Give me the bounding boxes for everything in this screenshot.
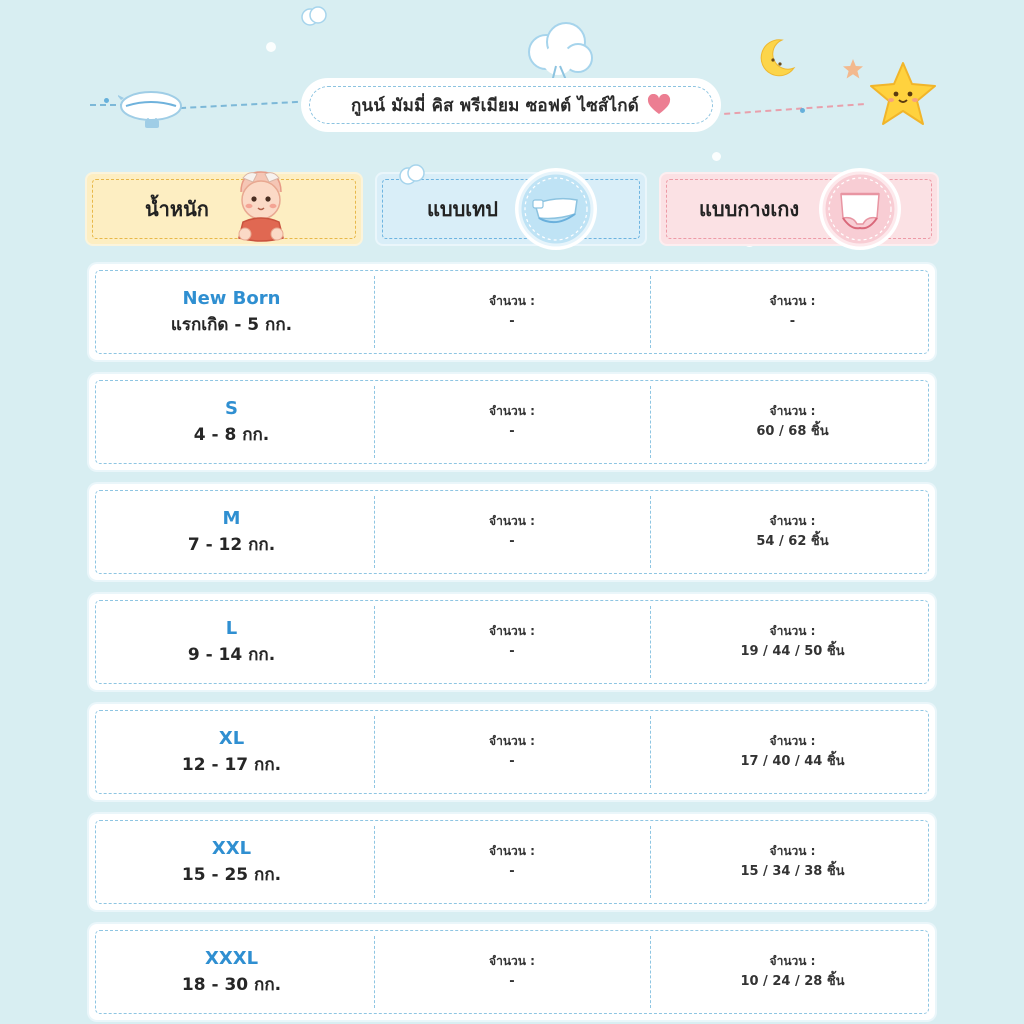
pants-qty-value: 15 / 34 / 38 ชิ้น [740,864,845,879]
size-cell [89,924,374,1020]
qty-label: จำนวน : [489,734,535,748]
pants-qty-cell [650,594,935,690]
size-cell [89,374,374,470]
crescent-moon-icon [760,38,796,78]
qty-label: จำนวน : [769,624,816,638]
cotton-cloud-icon [397,162,427,188]
table-row [89,264,935,360]
size-weight: 7 - 12 กก. [187,535,276,555]
qty-label: จำนวน : [489,624,535,638]
decorative-dot [712,152,721,161]
size-weight: 12 - 17 กก. [181,755,282,775]
header-pants [661,174,937,244]
cotton-cloud-icon [522,20,598,86]
size-cell [89,594,374,690]
baby-icon [233,168,289,246]
qty-label: จำนวน : [769,514,816,528]
qty-label: จำนวน : [769,844,816,858]
table-row [89,594,935,690]
qty-label: จำนวน : [489,514,535,528]
decorative-dot [800,108,805,113]
table-row [89,704,935,800]
tape-qty-cell [374,814,650,910]
tape-qty-cell [374,924,650,1020]
tape-qty-value: - [509,314,515,329]
decorative-dash-left [180,101,298,109]
pants-qty-cell [650,264,935,360]
pants-qty-cell [650,374,935,470]
tape-qty-cell [374,484,650,580]
size-name: M [222,508,241,529]
size-weight: แรกเกิด - 5 กก. [170,315,293,335]
qty-label: จำนวน : [769,294,816,308]
qty-label: จำนวน : [489,404,535,418]
tape-qty-value: - [509,534,515,549]
size-weight: 4 - 8 กก. [193,425,270,445]
decorative-dot [266,42,276,52]
pants-qty-value: 54 / 62 ชิ้น [756,534,829,549]
tape-qty-value: - [509,974,515,989]
tape-qty-value: - [509,754,515,769]
size-weight: 15 - 25 กก. [181,865,282,885]
smiling-star-icon [868,60,938,130]
size-weight: 18 - 30 กก. [181,975,282,995]
page-title: กูนน์ มัมมี่ คิส พรีเมียม ซอฟต์ ไซส์ไกด์ [351,95,639,116]
size-name: XXXL [204,948,259,969]
pants-qty-cell [650,484,935,580]
pants-qty-cell [650,814,935,910]
size-cell [89,484,374,580]
size-weight: 9 - 14 กก. [187,645,276,665]
title-banner [305,82,717,128]
heart-icon [647,94,671,116]
tape-diaper-badge [515,168,597,250]
tape-qty-cell [374,704,650,800]
size-name: New Born [182,288,281,309]
pants-diaper-badge [819,168,901,250]
header-weight-label: น้ำหนัก [145,197,209,221]
table-row [89,484,935,580]
qty-label: จำนวน : [769,954,816,968]
tape-qty-value: - [509,864,515,879]
tape-qty-cell [374,594,650,690]
table-row [89,374,935,470]
header-weight [87,174,361,244]
qty-label: จำนวน : [769,404,816,418]
size-name: XXL [211,838,252,859]
qty-label: จำนวน : [769,734,816,748]
size-name: XL [218,728,245,749]
qty-label: จำนวน : [489,844,535,858]
tape-diaper-icon [517,170,595,248]
size-name: L [225,618,238,639]
small-star-icon [842,58,864,80]
pants-qty-value: 17 / 40 / 44 ชิ้น [740,754,845,769]
pants-qty-value: 10 / 24 / 28 ชิ้น [740,974,845,989]
header-pants-label: แบบกางเกง [699,197,800,221]
cotton-cloud-icon [300,4,328,30]
qty-label: จำนวน : [489,294,535,308]
pants-qty-value: - [789,314,796,329]
pants-qty-cell [650,704,935,800]
table-row [89,814,935,910]
tape-qty-cell [374,374,650,470]
size-cell [89,814,374,910]
tape-qty-cell [374,264,650,360]
decorative-dot [104,98,109,103]
header-tape-label: แบบเทป [427,197,498,221]
pants-qty-value: 60 / 68 ชิ้น [756,424,829,439]
tape-qty-value: - [509,644,515,659]
header-tape [377,174,645,244]
decorative-dash-right [724,103,864,115]
size-name: S [225,398,238,419]
pants-qty-value: 19 / 44 / 50 ชิ้น [740,644,845,659]
size-cell [89,704,374,800]
airship-icon [118,88,184,134]
pants-qty-cell [650,924,935,1020]
table-row [89,924,935,1020]
pants-diaper-icon [821,170,899,248]
tape-qty-value: - [509,424,515,439]
qty-label: จำนวน : [489,954,535,968]
size-cell [89,264,374,360]
